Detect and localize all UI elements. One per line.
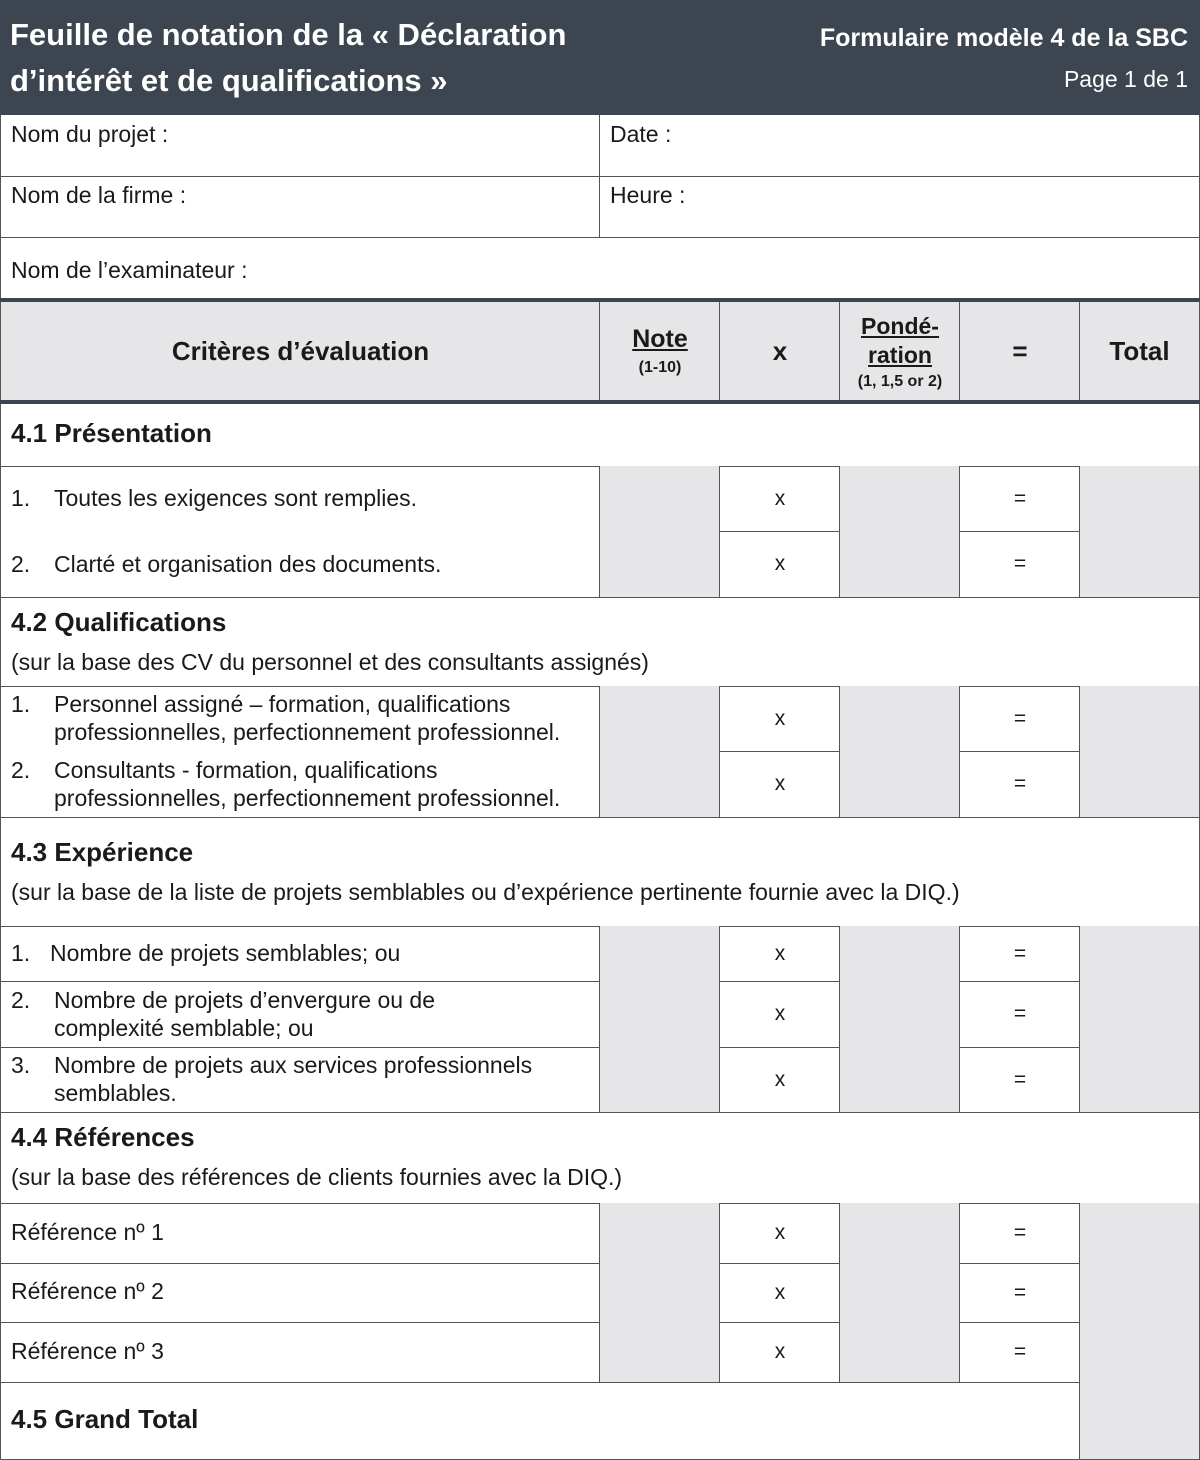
weight-header xyxy=(839,302,960,400)
equals-symbol: = xyxy=(1013,941,1027,965)
grand-total-input[interactable] xyxy=(1079,1382,1200,1460)
note-input[interactable] xyxy=(599,466,720,532)
section-title: 4.1 Présentation xyxy=(11,418,212,448)
section-title: 4.4 Références xyxy=(11,1122,195,1152)
criteria-header xyxy=(0,302,600,400)
note-input[interactable] xyxy=(599,751,720,818)
item-number: 2. xyxy=(11,987,31,1013)
total-input[interactable] xyxy=(1079,686,1200,752)
times-symbol: x xyxy=(774,1067,786,1091)
section-references-cell xyxy=(0,1112,1200,1204)
item-number: 1. xyxy=(11,485,31,511)
item-number: 1. xyxy=(11,691,31,717)
times-symbol: x xyxy=(774,1221,786,1244)
equals-symbol: = xyxy=(1013,1002,1027,1025)
weight-input[interactable] xyxy=(839,466,960,532)
weight-input[interactable] xyxy=(839,1203,960,1264)
times-header xyxy=(719,302,840,400)
equals-sign xyxy=(959,686,1080,752)
weight-header-label: Pondé-ration xyxy=(861,313,939,368)
criterion-text: Nombre de projets aux services professionnels xyxy=(54,1052,533,1078)
page-title: Feuille de notation de la « Déclaration d’intérêt et de qualifications » xyxy=(10,17,567,98)
examiner-field[interactable] xyxy=(0,237,1200,300)
weight-input[interactable] xyxy=(839,1322,960,1383)
section-experience-cell xyxy=(0,817,1200,927)
criterion-cell xyxy=(0,466,600,532)
criterion-text-cont: complexité semblable; ou xyxy=(54,1015,314,1041)
times-symbol: x xyxy=(774,941,786,965)
times-sign xyxy=(719,926,840,982)
criterion-text: Nombre de projets d’envergure ou de xyxy=(54,987,436,1013)
item-number: 3. xyxy=(11,1052,31,1078)
examiner-label: Nom de l’examinateur : xyxy=(11,257,248,283)
grand-total-title: 4.5 Grand Total xyxy=(11,1404,199,1434)
equals-sign xyxy=(959,926,1080,982)
table-row xyxy=(0,1322,1200,1383)
equals-sign xyxy=(959,751,1080,818)
equals-sign xyxy=(959,1203,1080,1264)
note-header xyxy=(599,302,720,400)
criterion-cell xyxy=(0,1263,600,1323)
total-input[interactable] xyxy=(1079,466,1200,532)
table-row xyxy=(0,926,1200,982)
total-input[interactable] xyxy=(1079,1203,1200,1264)
criterion-text: Toutes les exigences sont remplies. xyxy=(54,485,418,511)
equals-sign xyxy=(959,981,1080,1048)
criterion-text-cont: professionnelles, perfectionnement professionnel. xyxy=(54,719,561,745)
section-title: 4.3 Expérience xyxy=(11,837,194,867)
note-range-label: (1-10) xyxy=(638,358,682,376)
table-row xyxy=(0,981,1200,1048)
criterion-text: Consultants - formation, qualifications xyxy=(54,757,438,783)
times-sign xyxy=(719,1203,840,1264)
note-input[interactable] xyxy=(599,926,720,982)
total-input[interactable] xyxy=(1079,926,1200,982)
times-symbol: x xyxy=(774,1002,786,1025)
section-references-header xyxy=(0,1112,1200,1204)
equals-sign xyxy=(959,466,1080,532)
criterion-text-cont: semblables. xyxy=(54,1080,177,1106)
equals-sign xyxy=(959,1322,1080,1383)
item-number: 1. xyxy=(11,940,31,966)
equals-symbol: = xyxy=(1013,706,1027,730)
weight-input[interactable] xyxy=(839,926,960,982)
times-sign xyxy=(719,751,840,818)
table-row xyxy=(0,1047,1200,1113)
equals-symbol: = xyxy=(1013,1340,1027,1363)
criterion-cell xyxy=(0,531,600,598)
table-row xyxy=(0,751,1200,818)
times-sign xyxy=(719,1322,840,1383)
equals-symbol: = xyxy=(1013,552,1027,575)
total-input[interactable] xyxy=(1079,751,1200,818)
equals-symbol: = xyxy=(1013,1221,1027,1244)
date-field[interactable] xyxy=(599,115,1200,177)
criterion-text: Clarté et organisation des documents. xyxy=(54,551,442,577)
note-input[interactable] xyxy=(599,531,720,598)
table-row xyxy=(0,1203,1200,1264)
times-header-label: x xyxy=(772,335,788,366)
criterion-cell xyxy=(0,1203,600,1264)
criteria-header-label: Critères d’évaluation xyxy=(171,335,430,366)
firm-name-field[interactable] xyxy=(0,176,600,238)
grand-total-label-cell xyxy=(0,1382,1080,1460)
equals-symbol: = xyxy=(1013,486,1027,510)
firm-name-label: Nom de la firme : xyxy=(11,182,187,208)
table-row xyxy=(0,531,1200,598)
note-header-label: Note xyxy=(632,324,688,353)
total-input[interactable] xyxy=(1079,531,1200,598)
table-row xyxy=(0,686,1200,752)
criterion-cell xyxy=(0,981,600,1048)
criterion-text: Personnel assigné – formation, qualifications xyxy=(54,691,511,717)
page-number: Page 1 de 1 xyxy=(1063,66,1188,92)
note-input[interactable] xyxy=(599,686,720,752)
total-header-label: Total xyxy=(1109,335,1170,366)
section-subtitle: (sur la base de la liste de projets semblables ou d’expérience pertinente fournie avec la DIQ.) xyxy=(11,879,960,905)
total-header xyxy=(1079,302,1200,400)
project-name-label: Nom du projet : xyxy=(11,121,169,147)
info-row-project xyxy=(0,115,1200,177)
criterion-text: Référence nº 3 xyxy=(11,1338,164,1364)
section-presentation-header xyxy=(0,404,1200,467)
criterion-text-cont: professionnelles, perfectionnement professionnel. xyxy=(54,785,561,811)
criterion-text: Référence nº 1 xyxy=(11,1219,164,1245)
time-field[interactable] xyxy=(599,176,1200,238)
note-input[interactable] xyxy=(599,1322,720,1383)
times-symbol: x xyxy=(774,1340,786,1363)
total-input[interactable] xyxy=(1079,1322,1200,1383)
time-label: Heure : xyxy=(610,182,686,208)
criterion-text: Nombre de projets semblables; ou xyxy=(50,940,401,966)
times-sign xyxy=(719,531,840,598)
section-presentation-cell xyxy=(0,404,1200,467)
grand-total-row xyxy=(0,1382,1200,1460)
section-experience-header xyxy=(0,817,1200,927)
times-symbol: x xyxy=(774,1280,786,1304)
equals-symbol: = xyxy=(1013,772,1027,795)
times-symbol: x xyxy=(774,486,786,510)
equals-symbol: = xyxy=(1013,1067,1027,1091)
project-name-field[interactable] xyxy=(0,115,600,177)
date-label: Date : xyxy=(610,121,672,147)
times-sign xyxy=(719,1047,840,1113)
total-input[interactable] xyxy=(1079,1047,1200,1113)
criterion-cell xyxy=(0,1322,600,1383)
form-name: Formulaire modèle 4 de la SBC xyxy=(819,24,1188,52)
table-row xyxy=(0,1263,1200,1323)
total-input[interactable] xyxy=(1079,981,1200,1048)
criterion-text: Référence nº 2 xyxy=(11,1278,164,1304)
weight-values-label: (1, 1,5 or 2) xyxy=(857,373,943,390)
section-qualifications-cell xyxy=(0,597,1200,687)
equals-header-label: = xyxy=(1012,335,1028,366)
info-row-examiner xyxy=(0,237,1200,300)
section-subtitle: (sur la base des références de clients fournies avec la DIQ.) xyxy=(11,1164,623,1190)
criterion-cell xyxy=(0,926,600,982)
times-symbol: x xyxy=(774,706,786,730)
weight-input[interactable] xyxy=(839,981,960,1048)
note-input[interactable] xyxy=(599,981,720,1048)
section-title: 4.2 Qualifications xyxy=(11,607,227,637)
note-input[interactable] xyxy=(599,1047,720,1113)
criterion-cell xyxy=(0,1047,600,1113)
equals-sign xyxy=(959,1263,1080,1323)
criterion-cell xyxy=(0,751,600,818)
weight-input[interactable] xyxy=(839,686,960,752)
times-sign xyxy=(719,686,840,752)
table-row xyxy=(0,466,1200,532)
criterion-cell xyxy=(0,686,600,752)
times-sign xyxy=(719,466,840,532)
equals-header xyxy=(959,302,1080,400)
table-header xyxy=(0,298,1200,404)
info-row-firm xyxy=(0,176,1200,238)
item-number: 2. xyxy=(11,551,31,577)
times-symbol: x xyxy=(774,772,786,795)
weight-input[interactable] xyxy=(839,1047,960,1113)
times-sign xyxy=(719,981,840,1048)
section-subtitle: (sur la base des CV du personnel et des consultants assignés) xyxy=(11,649,649,675)
item-number: 2. xyxy=(11,757,31,783)
section-qualifications-header xyxy=(0,597,1200,687)
weight-input[interactable] xyxy=(839,531,960,598)
equals-sign xyxy=(959,531,1080,598)
header-bar xyxy=(0,0,1200,115)
note-input[interactable] xyxy=(599,1263,720,1323)
weight-input[interactable] xyxy=(839,751,960,818)
times-sign xyxy=(719,1263,840,1323)
weight-input[interactable] xyxy=(839,1263,960,1323)
note-input[interactable] xyxy=(599,1203,720,1264)
equals-symbol: = xyxy=(1013,1280,1027,1304)
total-input[interactable] xyxy=(1079,1263,1200,1323)
equals-sign xyxy=(959,1047,1080,1113)
times-symbol: x xyxy=(774,552,786,575)
